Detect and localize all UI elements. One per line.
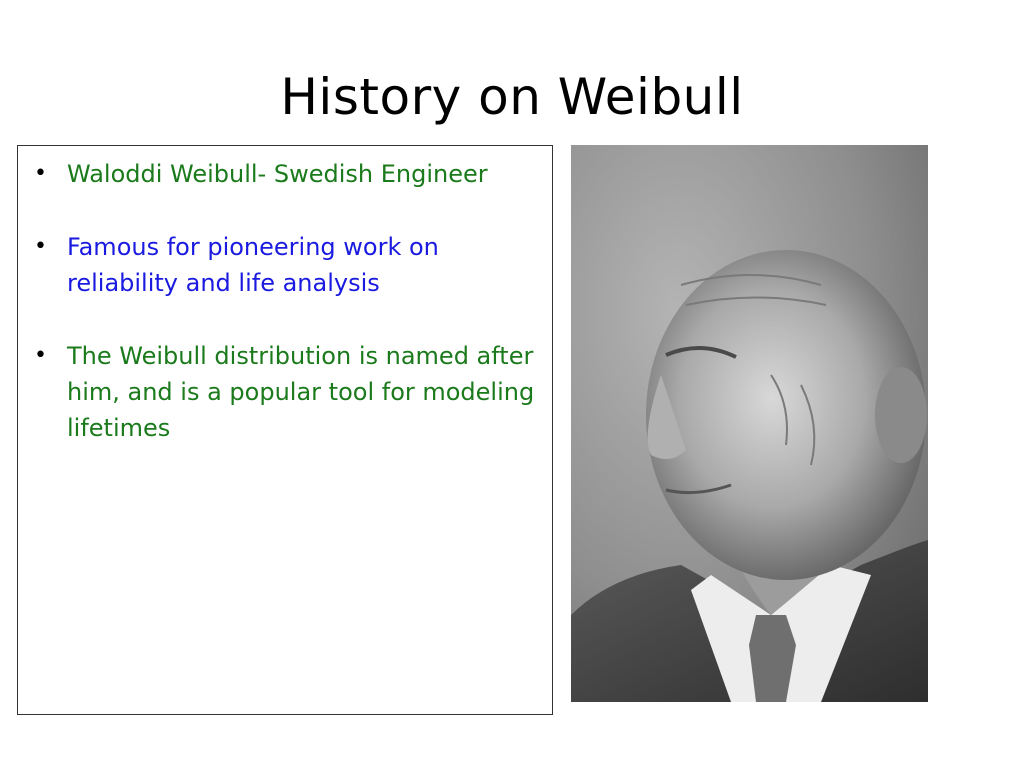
slide-title: History on Weibull	[280, 68, 744, 126]
bullet-item	[30, 156, 546, 192]
bullet-item	[30, 338, 546, 446]
bullet-list	[30, 156, 546, 446]
bullet-text: The Weibull distribution is named after him, and is a popular tool for modeling lifetimes	[67, 342, 535, 442]
bullet-text: Famous for pioneering work on reliability and life analysis	[67, 233, 439, 297]
bullet-icon: •	[34, 234, 47, 259]
bullet-icon: •	[34, 343, 47, 368]
bullet-item	[30, 229, 546, 301]
bullet-icon: •	[34, 161, 47, 186]
content-textbox	[17, 145, 553, 715]
bullet-text: Waloddi Weibull- Swedish Engineer	[67, 160, 488, 188]
portrait-photo	[571, 145, 928, 702]
